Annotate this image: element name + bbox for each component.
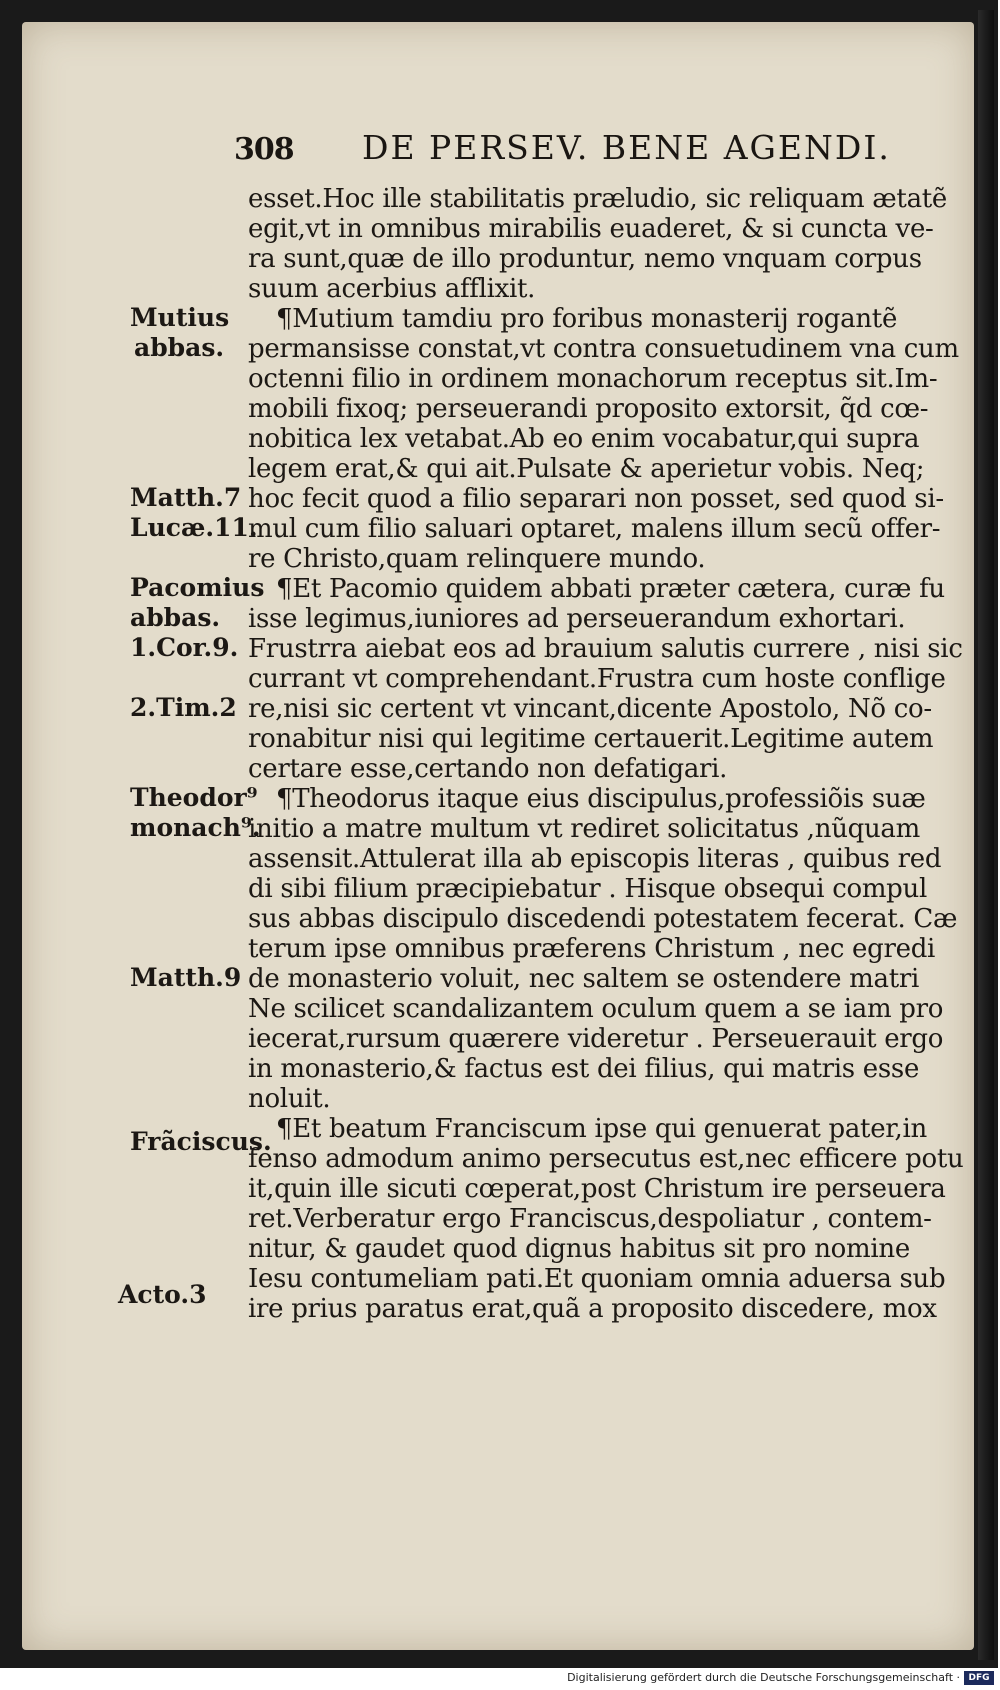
text-line: di sibi filium præcipiebatur . Hisque obsequi compul	[248, 874, 927, 904]
text-line: de monasterio voluit, nec saltem se ostendere matri	[248, 964, 919, 994]
text-line: fenso admodum animo persecutus est,nec efficere potu	[248, 1144, 964, 1174]
margin-note: Matth.7	[130, 483, 242, 512]
book-edge	[978, 10, 994, 1660]
text-line: permansisse constat,vt contra consuetudinem vna cum	[248, 334, 959, 364]
text-line: Ne scilicet scandalizantem oculum quem a se iam pro	[248, 994, 944, 1024]
digitization-footer	[0, 1668, 1000, 1690]
text-line: legem erat,& qui ait.Pulsate & aperietur vobis. Neq;	[248, 454, 925, 484]
text-line: suum acerbius afflixit.	[248, 274, 536, 304]
margin-note: Lucæ.11.	[130, 513, 258, 542]
text-line: esset.Hoc ille stabilitatis præludio, sic reliquam ætatẽ	[248, 184, 948, 214]
text-line: iecerat,rursum quærere videretur . Perseuerauit ergo	[248, 1024, 944, 1054]
text-line: nitur, & gaudet quod dignus habitus sit pro nomine	[248, 1234, 910, 1264]
text-line: egit,vt in omnibus mirabilis euaderet, & si cuncta ve-	[248, 214, 934, 244]
text-line: mul cum filio saluari optaret, malens illum secũ offer-	[248, 514, 941, 544]
text-line: octenni filio in ordinem monachorum receptus sit.Im-	[248, 364, 938, 394]
margin-note: Matth.9	[130, 963, 242, 992]
text-line: sus abbas discipulo discedendi potestatem fecerat. Cæ	[248, 904, 958, 934]
margin-note: Pacomius	[130, 573, 265, 602]
margin-note: monach⁹.	[130, 813, 261, 842]
text-line: Frustrra aiebat eos ad brauium salutis currere , nisi sic	[248, 634, 963, 664]
text-line: ire prius paratus erat,quã a proposito discedere, mox	[248, 1294, 937, 1324]
text-line: ¶Et Pacomio quidem abbati præter cætera, curæ fu	[276, 574, 945, 604]
page-header	[22, 122, 974, 172]
text-line: certare esse,certando non defatigari.	[248, 754, 728, 784]
margin-note: abbas.	[130, 603, 221, 632]
text-line: in monasterio,& factus est dei filius, qui matris esse	[248, 1054, 920, 1084]
book-page	[22, 22, 974, 1650]
text-line: Iesu contumeliam pati.Et quoniam omnia aduersa sub	[248, 1264, 946, 1294]
text-line: re Christo,quam relinquere mundo.	[248, 544, 706, 574]
text-line: noluit.	[248, 1084, 331, 1114]
dfg-logo: DFG	[964, 1671, 994, 1685]
footer-credit: Digitalisierung gefördert durch die Deutsche Forschungsgemeinschaft ·	[567, 1671, 960, 1684]
margin-note: abbas.	[134, 333, 225, 362]
text-line: ret.Verberatur ergo Franciscus,despoliatur , contem-	[248, 1204, 932, 1234]
text-line: terum ipse omnibus præferens Christum , nec egredi	[248, 934, 936, 964]
text-line: ¶Et beatum Franciscum ipse qui genuerat pater,in	[276, 1114, 927, 1144]
margin-note: 1.Cor.9.	[130, 633, 239, 662]
text-line: ronabitur nisi qui legitime certauerit.Legitime autem	[248, 724, 934, 754]
text-line: hoc fecit quod a filio separari non posset, sed quod si-	[248, 484, 944, 514]
margin-note: Theodor⁹	[130, 783, 258, 812]
text-line: isse legimus,iuniores ad perseuerandum exhortari.	[248, 604, 906, 634]
margin-note: Frãciscus.	[130, 1127, 272, 1156]
text-line: it,quin ille sicuti cœperat,post Christum ire perseuera	[248, 1174, 946, 1204]
text-line: currant vt comprehendant.Frustra cum hoste conflige	[248, 664, 946, 694]
running-title: DE PERSEV. BENE AGENDI.	[362, 128, 891, 167]
page-number: 308	[234, 132, 294, 167]
text-line: initio a matre multum vt rediret solicitatus ,nũquam	[248, 814, 920, 844]
text-line: assensit.Attulerat illa ab episcopis literas , quibus red	[248, 844, 942, 874]
text-line: re,nisi sic certent vt vincant,dicente Apostolo, Nõ co-	[248, 694, 932, 724]
text-line: ¶Theodorus itaque eius discipulus,professiõis suæ	[276, 784, 926, 814]
margin-note: Mutius	[130, 303, 230, 332]
margin-note: 2.Tim.2	[130, 693, 237, 722]
text-line: mobili fixoq; perseuerandi proposito extorsit, q̃d cœ-	[248, 394, 929, 424]
text-line: nobitica lex vetabat.Ab eo enim vocabatur,qui supra	[248, 424, 920, 454]
text-line: ¶Mutium tamdiu pro foribus monasterij rogantẽ	[276, 304, 898, 334]
margin-note: Acto.3	[118, 1280, 207, 1309]
text-line: ra sunt,quæ de illo produntur, nemo vnquam corpus	[248, 244, 922, 274]
